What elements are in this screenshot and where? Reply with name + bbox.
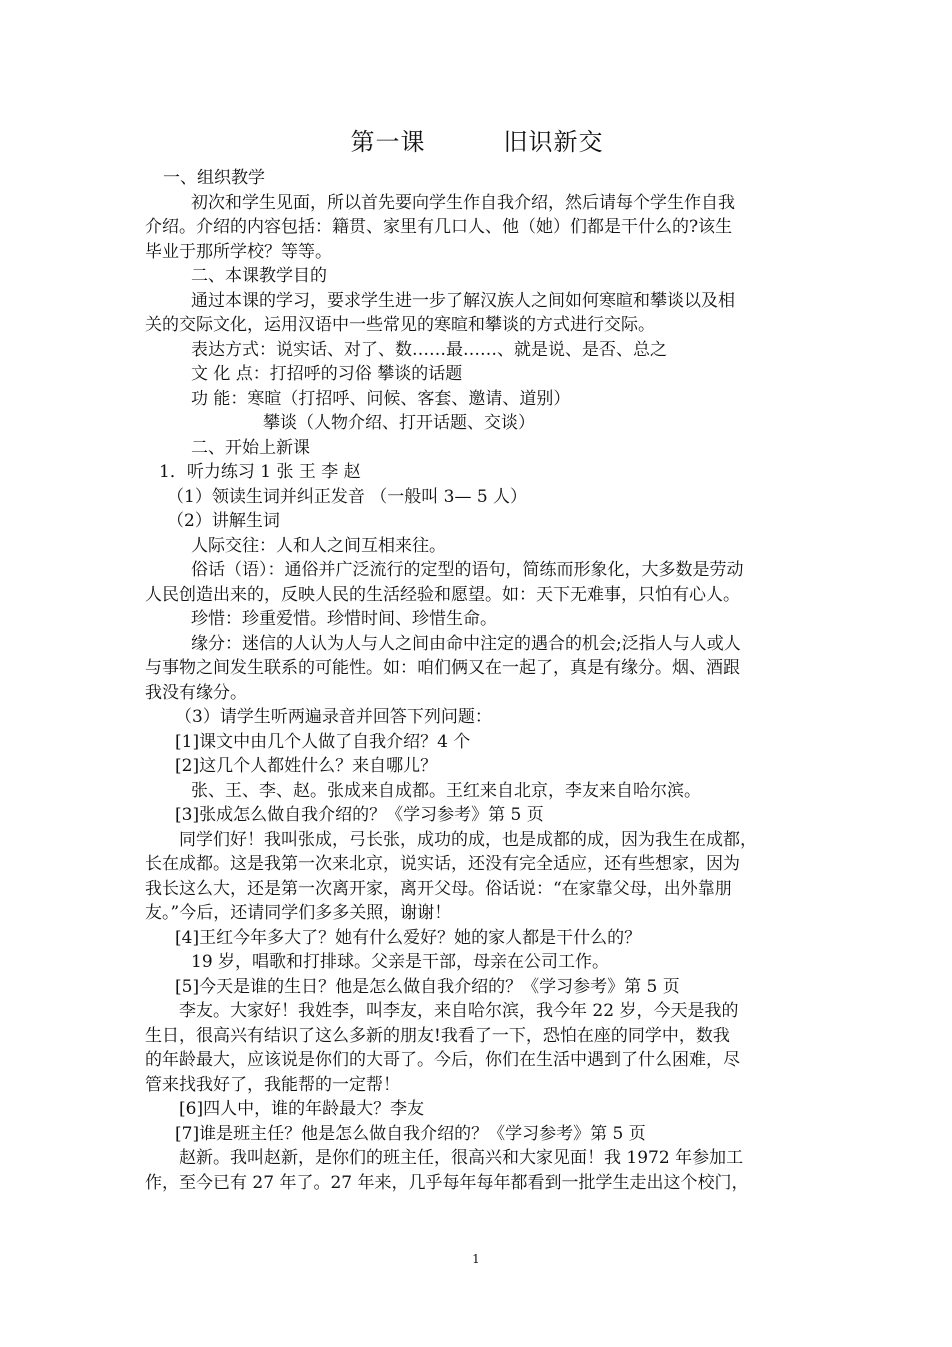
list-item: 1．听力练习 1 张 王 李 赵	[159, 462, 361, 482]
section-heading: 二、开始上新课	[191, 437, 310, 458]
paragraph-line: 初次和学生见面，所以首先要向学生作自我介绍，然后请每个学生作自我	[191, 192, 735, 213]
paragraph-line: 作，至今已有 27 年了。27 年来，几乎每年每年都看到一批学生走出这个校门，	[145, 1172, 749, 1193]
list-item: [6]四人中，谁的年龄最大？李友	[179, 1099, 425, 1119]
paragraph-line: 我没有缘分。	[145, 682, 247, 703]
lesson-name: 旧识新交	[503, 128, 604, 156]
paragraph-line: 文 化 点：打招呼的习俗 攀谈的话题	[191, 364, 463, 384]
paragraph-line: 友。”今后，还请同学们多多关照，谢谢！	[145, 903, 452, 923]
paragraph-line: 介绍。介绍的内容包括：籍贯、家里有几口人、他（她）们都是干什么的?该生	[145, 217, 733, 237]
section-heading: 一、组织教学	[163, 168, 265, 188]
paragraph-line: 的年龄最大，应该说是你们的大哥了。今后，你们在生活中遇到了什么困难，尽	[145, 1050, 740, 1070]
paragraph-line: 毕业于那所学校？等等。	[145, 241, 332, 262]
paragraph-line: 我长这么大，还是第一次离开家，离开父母。俗话说：“在家靠父母，出外靠朋	[145, 878, 732, 899]
list-item: （2）讲解生词	[167, 511, 280, 531]
paragraph-line: 人民创造出来的，反映人民的生活经验和愿望。如：天下无难事，只怕有心人。	[145, 584, 740, 605]
document-body	[145, 124, 809, 1195]
paragraph-line: 缘分：迷信的人认为人与人之间由命中注定的遇合的机会;泛指人与人或人	[191, 633, 741, 654]
paragraph-line: 功 能：寒暄（打招呼、问候、客套、邀请、道别）	[191, 388, 571, 409]
list-item: [4]王红今年多大了？她有什么爱好？她的家人都是干什么的？	[175, 927, 642, 948]
page-number: 1	[472, 1252, 480, 1266]
list-item: [5]今天是谁的生日？他是怎么做自我介绍的？《学习参考》第 5 页	[175, 976, 680, 997]
paragraph-line: 李友。大家好！我姓李，叫李友，来自哈尔滨，我今年 22 岁，今天是我的	[179, 1001, 739, 1021]
paragraph-line: 珍惜：珍重爱惜。珍惜时间、珍惜生命。	[191, 609, 497, 629]
section-heading: 二、本课教学目的	[191, 266, 327, 286]
list-item: （1）领读生词并纠正发音 （一般叫 3— 5 人）	[167, 486, 528, 507]
paragraph-line: 攀谈（人物介绍、打开话题、交谈）	[263, 413, 535, 433]
paragraph-line: 同学们好！我叫张成，弓长张，成功的成，也是成都的成，因为我生在成都，	[179, 829, 757, 850]
list-item: [7]谁是班主任？他是怎么做自我介绍的？《学习参考》第 5 页	[175, 1123, 646, 1144]
paragraph-line: 通过本课的学习，要求学生进一步了解汉族人之间如何寒暄和攀谈以及相	[191, 290, 735, 311]
list-item: [2]这几个人都姓什么？来自哪儿？	[175, 756, 438, 776]
paragraph-line: 赵新。我叫赵新，是你们的班主任，很高兴和大家见面！我 1972 年参加工	[179, 1148, 744, 1168]
list-item: （3）请学生听两遍录音并回答下列问题：	[175, 707, 492, 727]
paragraph-line: 长在成都。这是我第一次来北京，说实话，还没有完全适应，还有些想家，因为	[145, 854, 740, 874]
list-item: [3]张成怎么做自我介绍的？《学习参考》第 5 页	[175, 805, 544, 825]
paragraph-line: 19 岁，唱歌和打排球。父亲是干部，母亲在公司工作。	[191, 952, 610, 972]
list-item: [1]课文中由几个人做了自我介绍？4 个	[175, 731, 471, 752]
paragraph-line: 表达方式：说实话、对了、数……最……、就是说、是否、总之	[191, 339, 667, 360]
paragraph-line: 管来找我好了，我能帮的一定帮！	[145, 1074, 400, 1095]
lesson-title	[145, 124, 809, 160]
paragraph-line: 与事物之间发生联系的可能性。如：咱们俩又在一起了，真是有缘分。烟、酒跟	[145, 658, 740, 678]
paragraph-line: 俗话（语）：通俗并广泛流行的定型的语句，简练而形象化，大多数是劳动	[191, 560, 744, 580]
paragraph-line: 人际交往：人和人之间互相来往。	[191, 535, 446, 556]
paragraph-line: 生日，很高兴有结识了这么多新的朋友!我看了一下，恐怕在座的同学中，数我	[145, 1025, 730, 1046]
paragraph-line: 关的交际文化，运用汉语中一些常见的寒暄和攀谈的方式进行交际。	[145, 315, 655, 335]
lesson-number: 第一课	[350, 128, 426, 156]
paragraph-line: 张、王、李、赵。张成来自成都。王红来自北京，李友来自哈尔滨。	[191, 780, 701, 801]
